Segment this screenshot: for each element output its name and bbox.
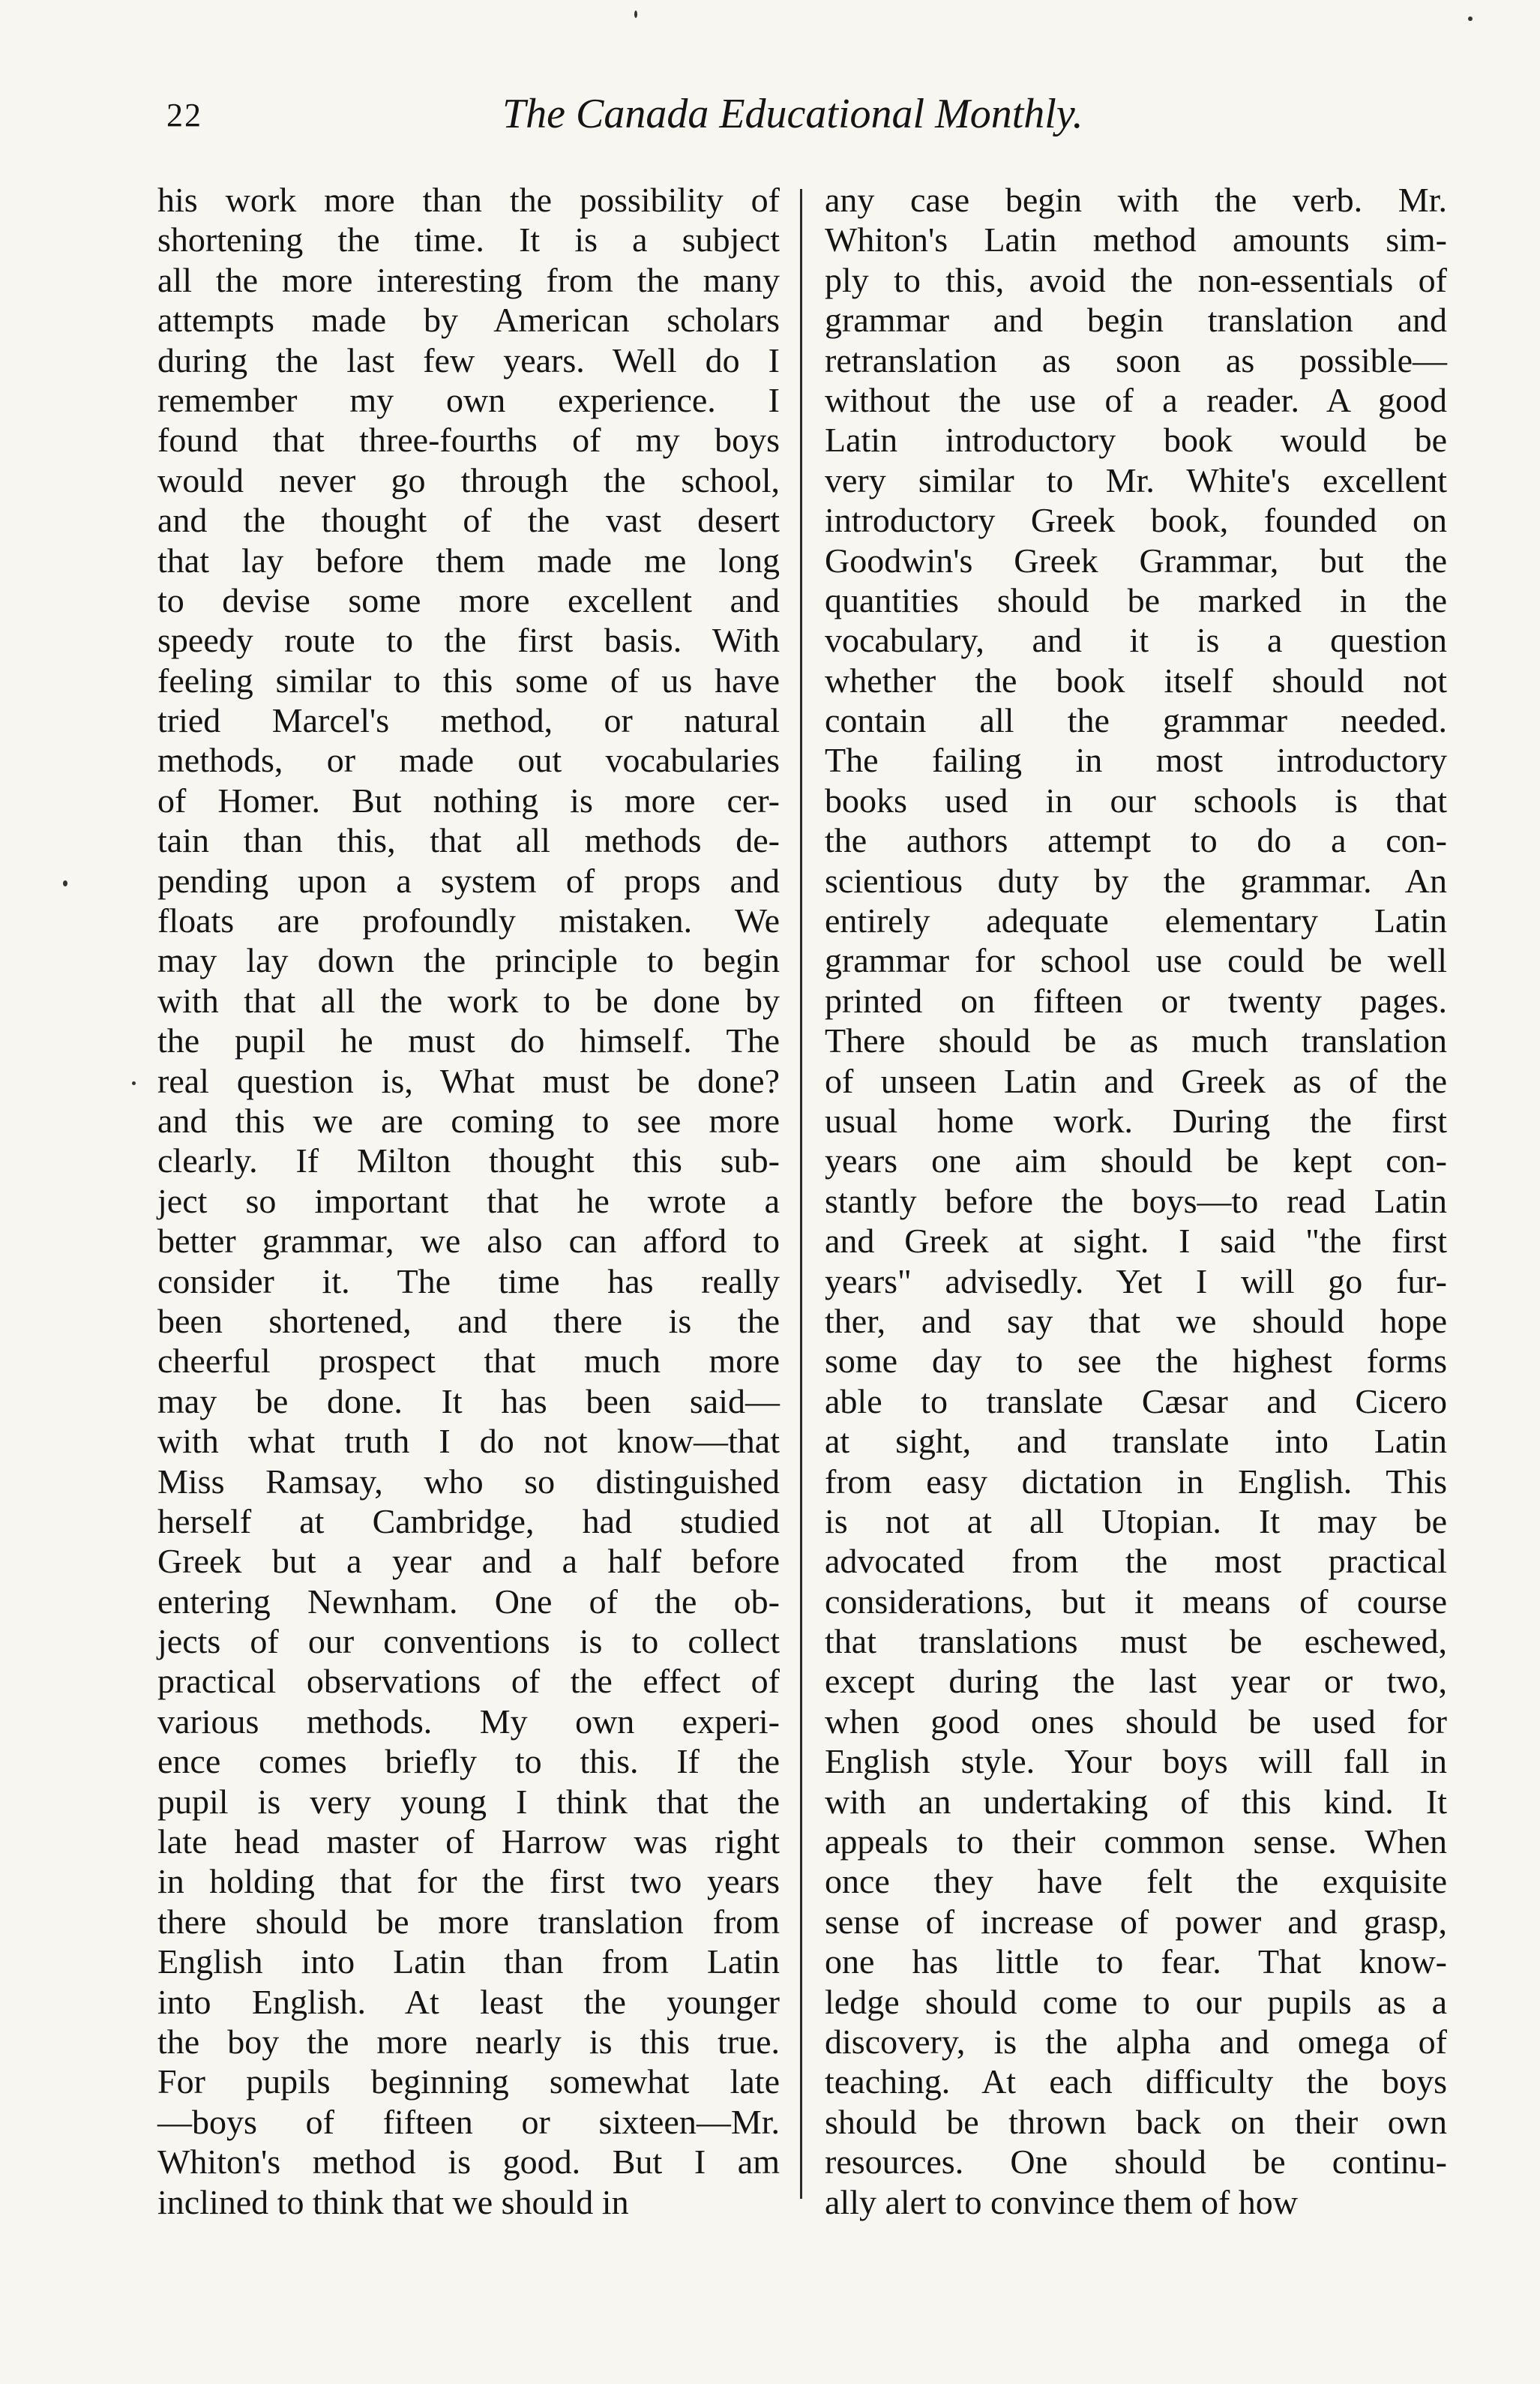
text-line: very similar to Mr. White's excellent bbox=[825, 460, 1447, 499]
text-line: floats are profoundly mistaken. We bbox=[157, 901, 780, 940]
text-line: may be done. It has been said— bbox=[157, 1381, 780, 1420]
text-line: except during the last year or two, bbox=[825, 1662, 1447, 1701]
scan-speck bbox=[1468, 16, 1473, 21]
text-line: printed on fifteen or twenty pages. bbox=[825, 981, 1447, 1020]
page-number: 22 bbox=[166, 97, 202, 133]
text-line: able to translate Cæsar and Cicero bbox=[825, 1381, 1447, 1420]
text-line: found that three-fourths of my boys bbox=[157, 421, 780, 460]
text-line: vocabulary, and it is a question bbox=[825, 621, 1447, 660]
text-line: various methods. My own experi- bbox=[157, 1702, 780, 1741]
text-line: and Greek at sight. I said "the first bbox=[825, 1222, 1447, 1261]
text-line: advocated from the most practical bbox=[825, 1542, 1447, 1581]
text-line: pending upon a system of props and bbox=[157, 861, 780, 900]
text-line: usual home work. During the first bbox=[825, 1101, 1447, 1140]
text-line: and this we are coming to see more bbox=[157, 1101, 780, 1140]
text-line: his work more than the possibility of bbox=[157, 181, 780, 219]
text-line: The failing in most introductory bbox=[825, 741, 1447, 780]
text-line: contain all the grammar needed. bbox=[825, 701, 1447, 740]
text-line: methods, or made out vocabularies bbox=[157, 741, 780, 780]
text-line: remember my own experience. I bbox=[157, 380, 780, 419]
scan-speck bbox=[634, 10, 637, 18]
text-line: with an undertaking of this kind. It bbox=[825, 1782, 1447, 1821]
text-line: once they have felt the exquisite bbox=[825, 1862, 1447, 1901]
text-line: ledge should come to our pupils as a bbox=[825, 1982, 1447, 2021]
text-line: the boy the more nearly is this true. bbox=[157, 2022, 780, 2061]
text-line: grammar and begin translation and bbox=[825, 301, 1447, 340]
left-text-column bbox=[157, 180, 780, 2222]
text-line: There should be as much translation bbox=[825, 1021, 1447, 1060]
text-line: entering Newnham. One of the ob- bbox=[157, 1582, 780, 1621]
text-line: teaching. At each difficulty the boys bbox=[825, 2062, 1447, 2101]
text-line: with that all the work to be done by bbox=[157, 981, 780, 1020]
text-line: at sight, and translate into Latin bbox=[825, 1422, 1447, 1461]
text-line: consider it. The time has really bbox=[157, 1261, 780, 1300]
text-line: discovery, is the alpha and omega of bbox=[825, 2022, 1447, 2061]
text-line: of unseen Latin and Greek as of the bbox=[825, 1061, 1447, 1100]
text-line: speedy route to the first basis. With bbox=[157, 621, 780, 660]
text-line: with what truth I do not know—that bbox=[157, 1422, 780, 1461]
text-line: in holding that for the first two years bbox=[157, 1862, 780, 1901]
text-line: real question is, What must be done? bbox=[157, 1061, 780, 1100]
running-title: The Canada Educational Monthly. bbox=[502, 91, 1083, 137]
text-line: —boys of fifteen or sixteen—Mr. bbox=[157, 2102, 780, 2141]
text-line: when good ones should be used for bbox=[825, 1702, 1447, 1741]
text-line: any case begin with the verb. Mr. bbox=[825, 181, 1447, 219]
text-line: inclined to think that we should in bbox=[157, 2182, 629, 2221]
text-line: For pupils beginning somewhat late bbox=[157, 2062, 780, 2101]
text-line: from easy dictation in English. This bbox=[825, 1462, 1447, 1501]
text-line: without the use of a reader. A good bbox=[825, 380, 1447, 419]
text-line: attempts made by American scholars bbox=[157, 301, 780, 340]
text-line: considerations, but it means of course bbox=[825, 1582, 1447, 1621]
text-line: all the more interesting from the many bbox=[157, 260, 780, 299]
text-line: Greek but a year and a half before bbox=[157, 1542, 780, 1581]
text-line: ther, and say that we should hope bbox=[825, 1301, 1447, 1340]
text-line: should be thrown back on their own bbox=[825, 2102, 1447, 2141]
text-line: English style. Your boys will fall in bbox=[825, 1742, 1447, 1781]
text-line: Latin introductory book would be bbox=[825, 421, 1447, 460]
text-line: to devise some more excellent and bbox=[157, 580, 780, 619]
text-line: herself at Cambridge, had studied bbox=[157, 1501, 780, 1540]
text-line: during the last few years. Well do I bbox=[157, 340, 780, 379]
text-line: ject so important that he wrote a bbox=[157, 1181, 780, 1220]
text-line: may lay down the principle to begin bbox=[157, 941, 780, 980]
text-line: retranslation as soon as possible— bbox=[825, 340, 1447, 379]
text-line: one has little to fear. That know- bbox=[825, 1942, 1447, 1981]
text-line: feeling similar to this some of us have bbox=[157, 661, 780, 700]
text-line: there should be more translation from bbox=[157, 1902, 780, 1941]
text-line: books used in our schools is that bbox=[825, 781, 1447, 820]
text-line: cheerful prospect that much more bbox=[157, 1342, 780, 1381]
text-line: late head master of Harrow was right bbox=[157, 1822, 780, 1861]
text-line: shortening the time. It is a subject bbox=[157, 220, 780, 259]
right-text-column bbox=[825, 180, 1447, 2222]
page-header bbox=[166, 91, 1141, 156]
text-line: Miss Ramsay, who so distinguished bbox=[157, 1462, 780, 1501]
text-line: appeals to their common sense. When bbox=[825, 1822, 1447, 1861]
text-line: Goodwin's Greek Grammar, but the bbox=[825, 541, 1447, 580]
text-line: whether the book itself should not bbox=[825, 661, 1447, 700]
text-line: ply to this, avoid the non-essentials of bbox=[825, 260, 1447, 299]
text-line: entirely adequate elementary Latin bbox=[825, 901, 1447, 940]
scan-speck bbox=[63, 880, 67, 886]
text-line: and the thought of the vast desert bbox=[157, 501, 780, 540]
text-line: stantly before the boys—to read Latin bbox=[825, 1181, 1447, 1220]
text-line: English into Latin than from Latin bbox=[157, 1942, 780, 1981]
text-line: is not at all Utopian. It may be bbox=[825, 1501, 1447, 1540]
text-line: been shortened, and there is the bbox=[157, 1301, 780, 1340]
text-line: clearly. If Milton thought this sub- bbox=[157, 1141, 780, 1180]
text-line: that lay before them made me long bbox=[157, 541, 780, 580]
text-line: would never go through the school, bbox=[157, 460, 780, 499]
text-line: jects of our conventions is to collect bbox=[157, 1622, 780, 1661]
text-line: practical observations of the effect of bbox=[157, 1662, 780, 1701]
text-line: introductory Greek book, founded on bbox=[825, 501, 1447, 540]
text-line: better grammar, we also can afford to bbox=[157, 1222, 780, 1261]
text-line: tain than this, that all methods de- bbox=[157, 821, 780, 860]
text-line: sense of increase of power and grasp, bbox=[825, 1902, 1447, 1941]
text-line: pupil is very young I think that the bbox=[157, 1782, 780, 1821]
text-line: quantities should be marked in the bbox=[825, 580, 1447, 619]
text-line: ence comes briefly to this. If the bbox=[157, 1742, 780, 1781]
text-line: Whiton's method is good. But I am bbox=[157, 2143, 780, 2182]
text-line: of Homer. But nothing is more cer- bbox=[157, 781, 780, 820]
text-line: some day to see the highest forms bbox=[825, 1342, 1447, 1381]
text-line: into English. At least the younger bbox=[157, 1982, 780, 2021]
text-line: years" advisedly. Yet I will go fur- bbox=[825, 1261, 1447, 1300]
text-line: Whiton's Latin method amounts sim- bbox=[825, 220, 1447, 259]
text-line: scientious duty by the grammar. An bbox=[825, 861, 1447, 900]
column-divider bbox=[800, 189, 802, 2199]
text-line: ally alert to convince them of how bbox=[825, 2182, 1299, 2221]
scan-speck bbox=[132, 1081, 136, 1085]
text-line: that translations must be eschewed, bbox=[825, 1622, 1447, 1661]
text-line: the authors attempt to do a con- bbox=[825, 821, 1447, 860]
text-line: resources. One should be continu- bbox=[825, 2143, 1447, 2182]
text-line: tried Marcel's method, or natural bbox=[157, 701, 780, 740]
text-line: years one aim should be kept con- bbox=[825, 1141, 1447, 1180]
text-line: grammar for school use could be well bbox=[825, 941, 1447, 980]
text-line: the pupil he must do himself. The bbox=[157, 1021, 780, 1060]
